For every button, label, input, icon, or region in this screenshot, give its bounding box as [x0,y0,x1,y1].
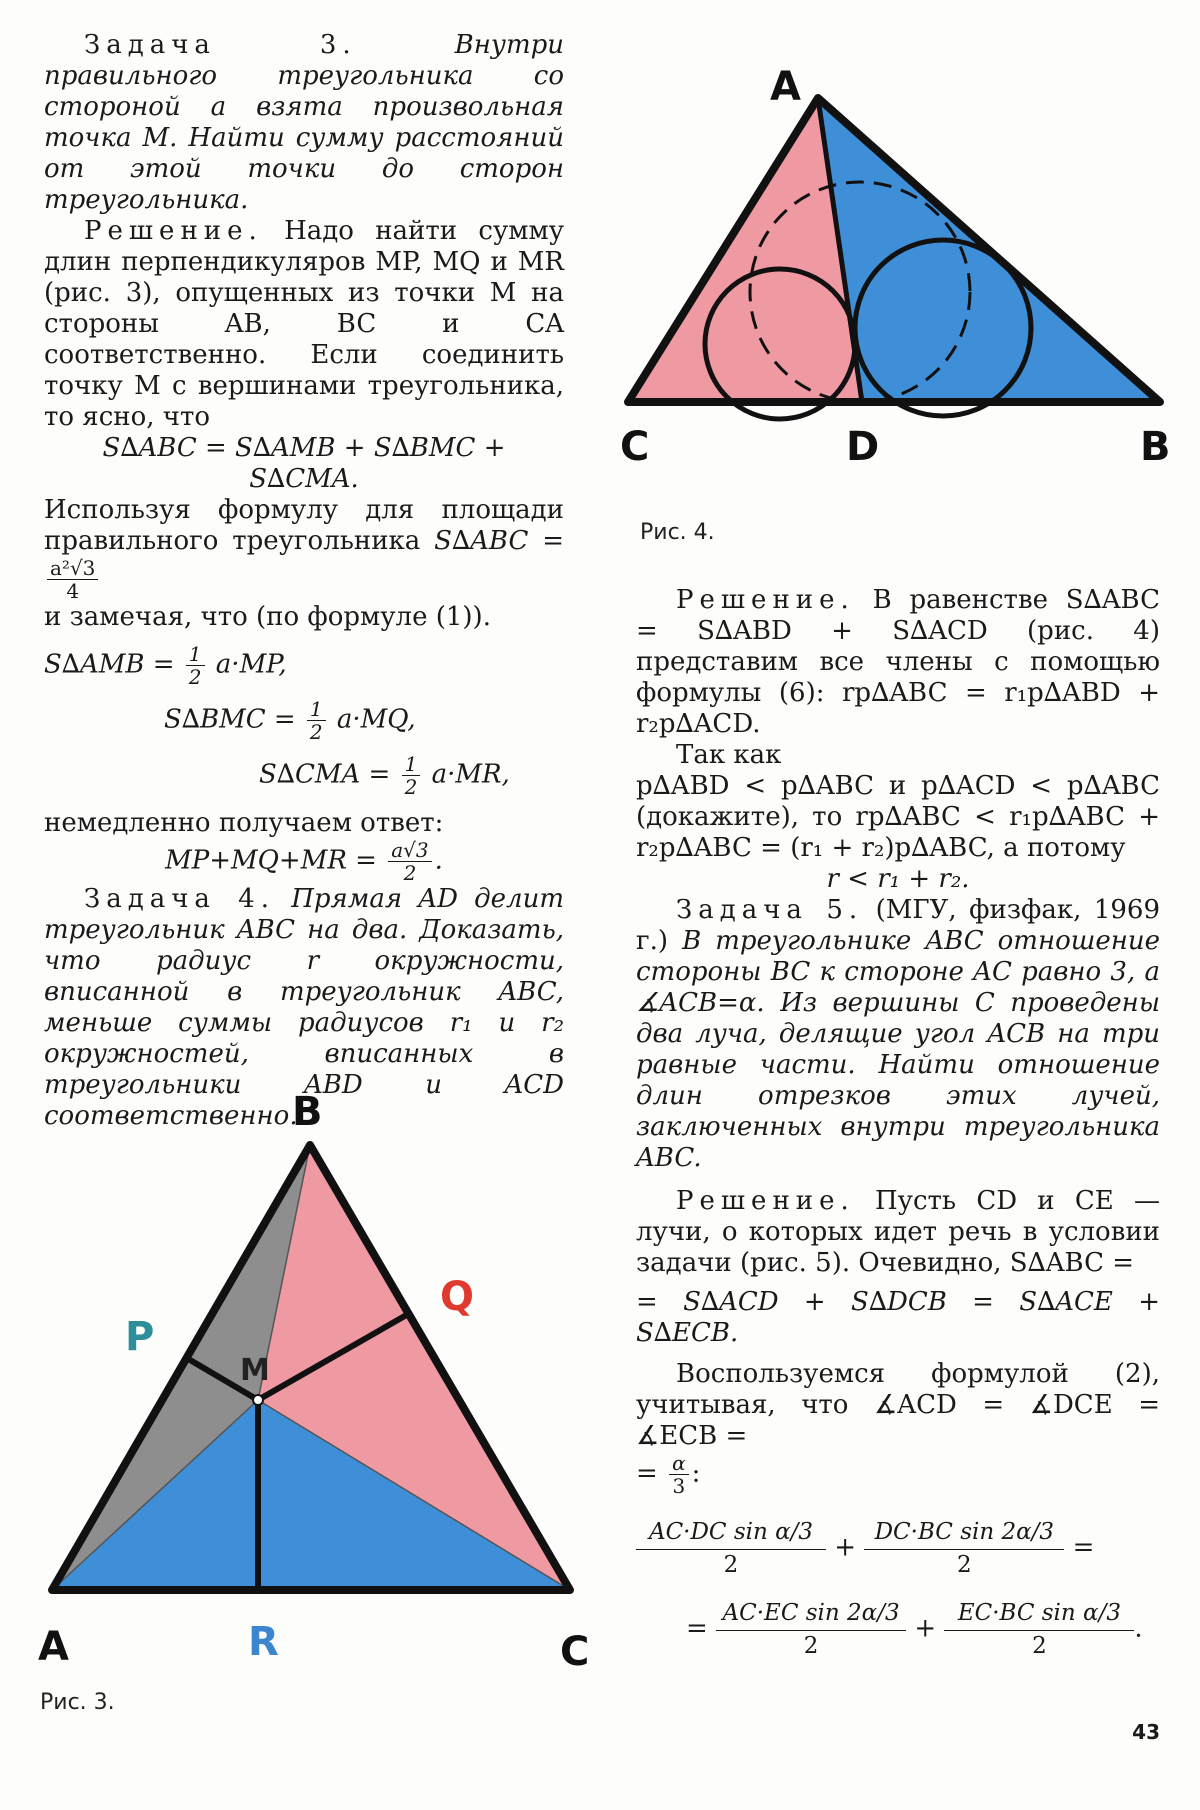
label-c: C [620,424,650,470]
task5-heading: Задача 5. [676,895,864,925]
figure-4-caption: Рис. 4. [640,520,715,545]
task5 [636,895,1160,1174]
task5-text: В треугольнике ABC отношение стороны BC к стороне AC равно 3, а ∡ACB=α. Из вершины C проведены два луча, делящие угол ACB на три равные части. Найти отношение длин отрезков этих лучей, заключенных внутри треугольника ABC. [636,926,1160,1173]
label-p: P [125,1314,155,1360]
label-d: D [846,424,880,470]
formula-bmc: S∆BMC = $\frac{1}{2}$ a·MQ, [164,697,416,744]
left-column [44,30,564,1132]
task4-text: Прямая AD делит треугольник ABC на два. Доказать, что радиус r окружности, вписанной в треугольник ABC, меньше суммы радиусов r₁ и r₂ окружностей, вписанных в треугольники ABD и ACD соответственно. [44,884,564,1131]
task3-text: Внутри правильного треугольника со стороной a взята произвольная точка M. Найти сумму расстояний от этой точки до сторон треугольника. [44,30,564,215]
task3-heading: Задача 3. [84,30,357,60]
page-number: 43 [1132,1720,1160,1744]
solution5 [636,1186,1160,1279]
solution4-since: Так как [676,740,782,770]
formula-amb: S∆AMB = $\frac{1}{2}$ a·MP, [44,642,287,689]
solution5-formula: = S∆ACD + S∆DCB = S∆ACE + S∆ECB. [636,1287,1160,1348]
label-b: B [1140,424,1171,470]
solution5-text: Пусть CD и CE — лучи, о которых идет речь в условии задачи (рис. 5). Очевидно, S∆ABC = [636,1186,1160,1278]
formula-cma: S∆CMA = $\frac{1}{2}$ a·MR, [259,752,510,799]
solution4-result: r < r₁ + r₂. [826,864,970,894]
solution3-heading: Решение. [84,216,263,246]
solution4-text: В равенстве S∆ABC = S∆ABD + S∆ACD (рис. 4) представим все члены с помощью формулы (6): rp∆ABC = r₁p∆ABD + r₂p∆ACD. [636,585,1161,739]
label-c: C [560,1629,590,1675]
equation-1: $\frac{\text{AC·DC sin α/3}}{2}$ + $\frac{\text{DC·BC sin 2α/3}}{2}$ = [636,1517,1160,1580]
label-m: M [240,1353,270,1388]
label-q: Q [440,1274,475,1320]
area-fraction: $\frac{\text{a²√3}}{4}$ [47,557,98,602]
area-sum-formula: S∆ABC = S∆AMB + S∆BMC + S∆CMA. [102,433,506,494]
solution3-text-2: Используя формулу для площади правильного треугольника S∆ABC = $\frac{\text{a²√3}}{4}$ [44,495,565,603]
task3 [44,30,564,216]
label-a: A [770,64,801,110]
label-r: R [248,1619,279,1665]
figure-3-caption: Рис. 3. [40,1690,115,1715]
solution3-text: Надо найти сумму длин перпендикуляров MP, MQ и MR (рис. 3), опущенных из точки M на стороны AB, BC и CA соответственно. Если соединить точку M с вершинами треугольника, то ясно, что [44,216,564,432]
label-b: B [292,1089,323,1135]
solution3-text-3: и замечая, что (по формуле (1)). [44,602,491,632]
equation-2: = $\frac{\text{AC·EC sin 2α/3}}{2}$ + $\frac{\text{EC·BC sin α/3}}{2}$ . [686,1600,1143,1659]
point-m [253,1395,263,1405]
answer-formula: MP+MQ+MR = $\frac{a√3}{2}$ . [165,838,443,885]
solution3 [44,216,564,433]
figure-4 [610,60,1180,490]
task5-source: (МГУ, физфак, 1969 г.) [636,895,1160,956]
alpha-third: = $\frac{\alpha}{3}$ : [636,1451,701,1498]
figure-3 [30,1085,590,1685]
solution4-text-2: p∆ABD < p∆ABC и p∆ACD < p∆ABC (докажите), то rp∆ABC < r₁p∆ABC + r₂p∆ABC = (r₁ + r₂)p∆ABC, а потому [636,771,1160,863]
answer-intro: немедленно получаем ответ: [44,808,444,838]
solution5-text-2: Воспользуемся формулой (2), учитывая, что ∡ACD = ∡DCE = ∡ECB = [636,1359,1160,1451]
right-column [636,585,1160,1661]
label-a: A [38,1624,69,1670]
solution4-heading: Решение. [676,585,855,615]
task4-heading: Задача 4. [84,884,275,914]
solution5-heading: Решение. [676,1186,855,1216]
solution4 [636,585,1160,740]
